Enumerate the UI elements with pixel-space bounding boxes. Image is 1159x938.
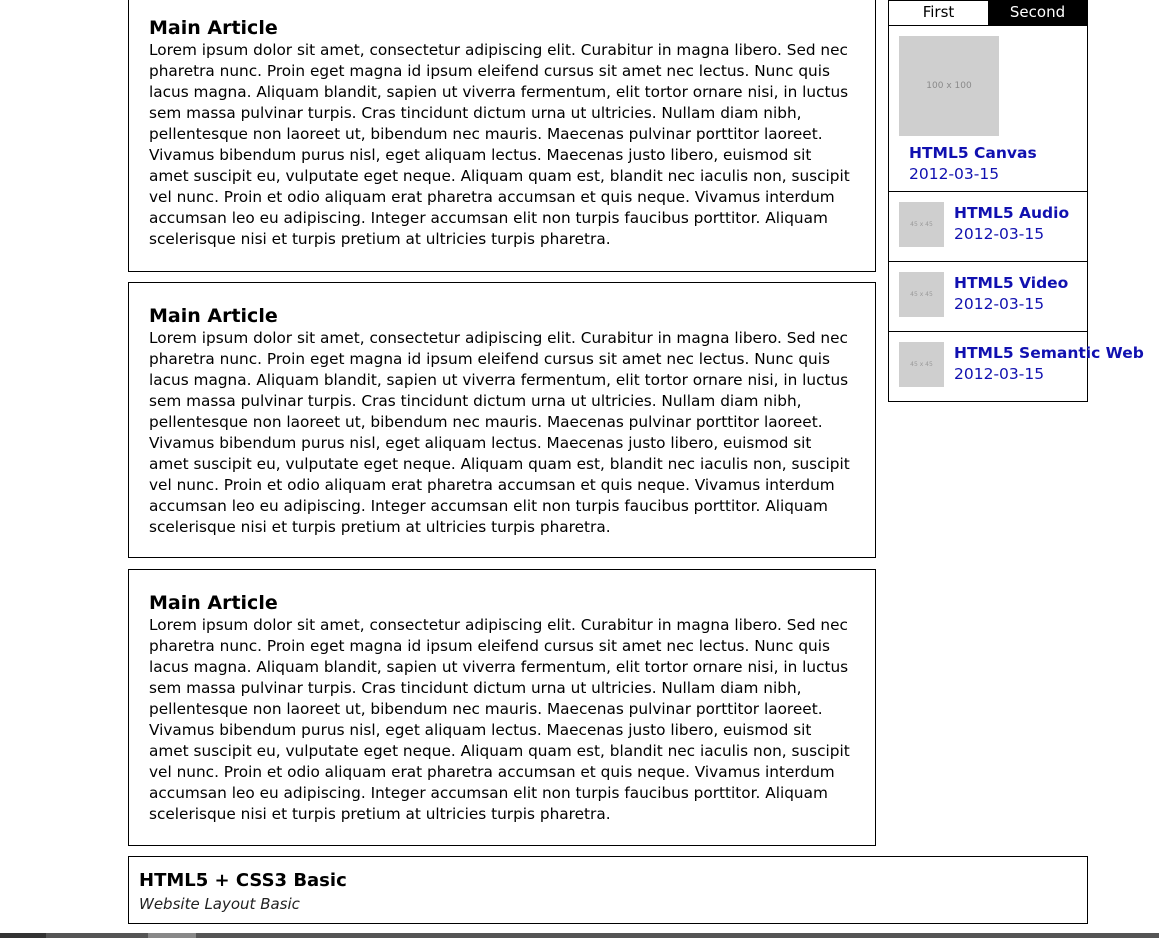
article-title: Main Article [149, 17, 278, 39]
footer-title: HTML5 + CSS3 Basic [139, 870, 347, 891]
scrollbar-segment [0, 933, 46, 938]
list-item-date: 2012-03-15 [954, 365, 1045, 383]
list-item-date: 2012-03-15 [954, 225, 1045, 243]
thumbnail-placeholder: 45 x 45 [899, 342, 944, 387]
list-item[interactable] [889, 262, 1087, 332]
article-body: Lorem ipsum dolor sit amet, consectetur adipiscing elit. Curabitur in magna libero. Sed nec pharetra nunc. Proin eget magna id ipsum eleifend cursus sit amet nec lectus. Nunc quis lacus magna. Aliquam blandit, sapien ut viverra fermentum, elit tortor ornare nisi, in luctus sem massa pulvinar turpis. Cras tincidunt dictum urna ut ultricies. Nullam diam nibh, pellentesque non laoreet ut, bibendum nec mauris. Maecenas pulvinar porttitor laoreet. Vivamus bibendum purus nisl, eget aliquam lectus. Maecenas justo libero, euismod sit amet suscipit eu, vulputate eget neque. Aliquam quam est, blandit nec iaculis non, suscipit vel nunc. Proin et odio aliquam erat pharetra accumsan et quis neque. Vivamus interdum accumsan leo eu adipiscing. Integer accumsan elit non turpis faucibus porttitor. Aliquam scelerisque nisi et turpis pretium at ultricies turpis pharetra. [149, 41, 850, 248]
tab-second[interactable]: Second [988, 1, 1087, 25]
article-body: Lorem ipsum dolor sit amet, consectetur adipiscing elit. Curabitur in magna libero. Sed nec pharetra nunc. Proin eget magna id ipsum eleifend cursus sit amet nec lectus. Nunc quis lacus magna. Aliquam blandit, sapien ut viverra fermentum, elit tortor ornare nisi, in luctus sem massa pulvinar turpis. Cras tincidunt dictum urna ut ultricies. Nullam diam nibh, pellentesque non laoreet ut, bibendum nec mauris. Maecenas pulvinar porttitor laoreet. Vivamus bibendum purus nisl, eget aliquam lectus. Maecenas justo libero, euismod sit amet suscipit eu, vulputate eget neque. Aliquam quam est, blandit nec iaculis non, suscipit vel nunc. Proin et odio aliquam erat pharetra accumsan et quis neque. Vivamus interdum accumsan leo eu adipiscing. Integer accumsan elit non turpis faucibus porttitor. Aliquam scelerisque nisi et turpis pretium at ultricies turpis pharetra. [149, 616, 850, 823]
list-item-date: 2012-03-15 [954, 295, 1045, 313]
thumbnail-placeholder: 45 x 45 [899, 202, 944, 247]
article-title: Main Article [149, 592, 278, 614]
list-item-title-link[interactable]: HTML5 Audio [954, 204, 1070, 222]
footer-subtitle: Website Layout Basic [139, 895, 300, 913]
thumbnail-placeholder: 45 x 45 [899, 272, 944, 317]
sidebar [888, 0, 1144, 402]
featured-item-title-link[interactable]: HTML5 Canvas [909, 144, 1037, 162]
featured-item[interactable] [889, 26, 1087, 192]
article-title: Main Article [149, 305, 278, 327]
tab-first[interactable]: First [922, 3, 955, 21]
main-article [128, 282, 876, 558]
list-item-title-link[interactable]: HTML5 Semantic Web [954, 344, 1144, 362]
sidebar-tabs [889, 1, 1087, 26]
featured-item-date: 2012-03-15 [909, 165, 1000, 183]
thumbnail-placeholder: 100 x 100 [899, 36, 999, 136]
list-item-title-link[interactable]: HTML5 Video [954, 274, 1069, 292]
horizontal-scrollbar[interactable] [0, 933, 1159, 938]
main-article [128, 0, 876, 272]
article-body: Lorem ipsum dolor sit amet, consectetur adipiscing elit. Curabitur in magna libero. Sed nec pharetra nunc. Proin eget magna id ipsum eleifend cursus sit amet nec lectus. Nunc quis lacus magna. Aliquam blandit, sapien ut viverra fermentum, elit tortor ornare nisi, in luctus sem massa pulvinar turpis. Cras tincidunt dictum urna ut ultricies. Nullam diam nibh, pellentesque non laoreet ut, bibendum nec mauris. Maecenas pulvinar porttitor laoreet. Vivamus bibendum purus nisl, eget aliquam lectus. Maecenas justo libero, euismod sit amet suscipit eu, vulputate eget neque. Aliquam quam est, blandit nec iaculis non, suscipit vel nunc. Proin et odio aliquam erat pharetra accumsan et quis neque. Vivamus interdum accumsan leo eu adipiscing. Integer accumsan elit non turpis faucibus porttitor. Aliquam scelerisque nisi et turpis pretium at ultricies turpis pharetra. [149, 329, 850, 536]
scrollbar-thumb[interactable] [148, 933, 196, 938]
list-item[interactable] [889, 192, 1087, 262]
main-article [128, 569, 876, 846]
page-footer [128, 856, 1088, 924]
list-item[interactable] [889, 332, 1144, 402]
